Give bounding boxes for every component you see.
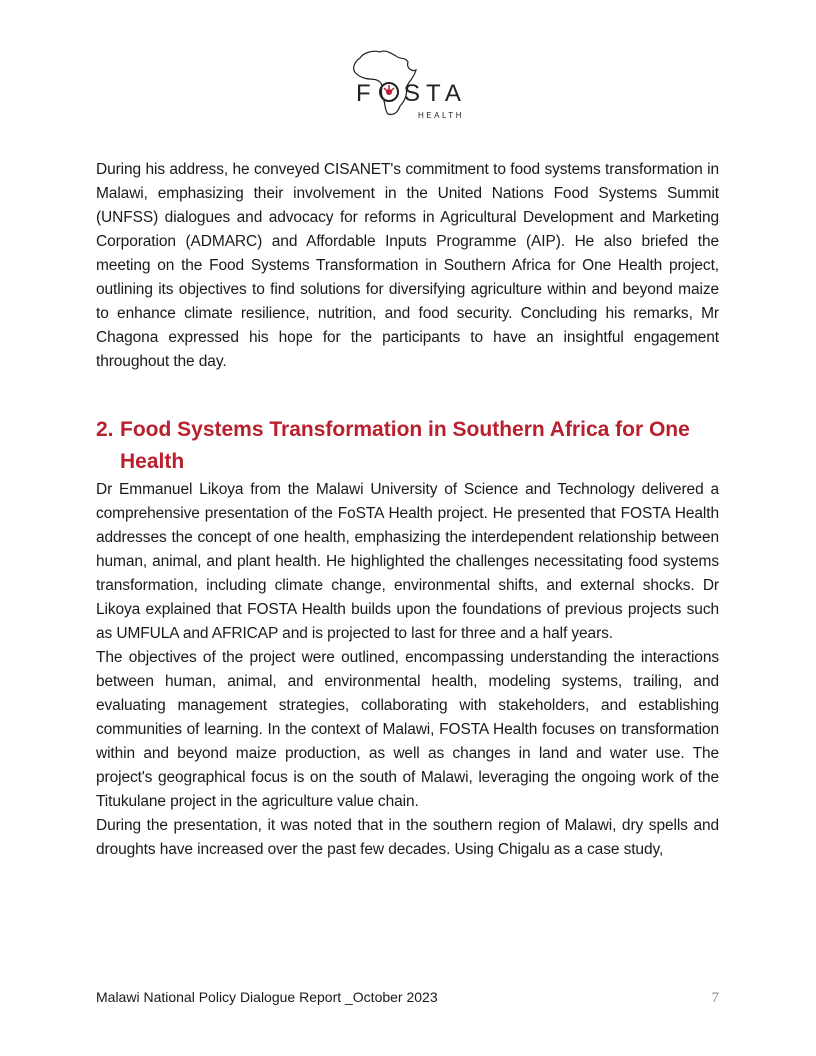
- paragraph-presentation: During the presentation, it was noted that in the southern region of Malawi, dry spells and droughts have increased over the past few decades. Using Chigalu as a case study,: [96, 817, 719, 858]
- paragraph-intro: During his address, he conveyed CISANET's commitment to food systems transformation in Malawi, emphasizing their involvement in the United Nations Food Systems Summit (UNFSS) dialogues and advocacy for reforms in Agricultural Development and Marketing Corporation (ADMARC) and Affordable Inputs Programme (AIP). He also briefed the meeting on the Food Systems Transformation in Southern Africa for One Health project, outlining its objectives to find solutions for diversifying agriculture within and beyond maize to enhance climate resilience, nutrition, and food security. Concluding his remarks, Mr Chagona expressed his hope for the participants to have an insightful engagement throughout the day.: [96, 161, 719, 370]
- logo-text-sta: STA: [404, 80, 467, 107]
- page-number: 7: [711, 990, 719, 1006]
- logo-text-f: F: [356, 80, 376, 107]
- document-body: [96, 158, 719, 862]
- footer-report-title: Malawi National Policy Dialogue Report _October 2023: [96, 989, 438, 1005]
- page-footer: [96, 989, 719, 1007]
- paragraph-likoya: Dr Emmanuel Likoya from the Malawi University of Science and Technology delivered a comprehensive presentation of the FoSTA Health project. He presented that FOSTA Health addresses the concept of one health, emphasizing the interdependent relationship between human, animal, and plant health. He highlighted the challenges necessitating food systems transformation, including climate change, environmental shifts, and external shocks. Dr Likoya explained that FOSTA Health builds upon the foundations of previous projects such as UMFULA and AFRICAP and is projected to last for three and a half years.: [96, 481, 719, 642]
- paragraph-objectives: The objectives of the project were outlined, encompassing understanding the interactions between human, animal, and environmental health, modeling systems, trailing, and evaluating management strategies, collaborating with stakeholders, and establishing communities of learning. In the context of Malawi, FOSTA Health focuses on transformation within and beyond maize production, as well as changes in land and water use. The project's geographical focus is on the south of Malawi, leveraging the ongoing work of the Titukulane project in the agriculture value chain.: [96, 649, 719, 810]
- section-number: 2.: [96, 418, 114, 441]
- fosta-health-logo: [346, 46, 470, 122]
- section-title: Food Systems Transformation in Southern Africa for One Health: [120, 418, 690, 473]
- section-heading: [96, 414, 719, 478]
- africa-map-logo-icon: [346, 46, 470, 122]
- logo-text-health: HEALTH: [418, 111, 464, 120]
